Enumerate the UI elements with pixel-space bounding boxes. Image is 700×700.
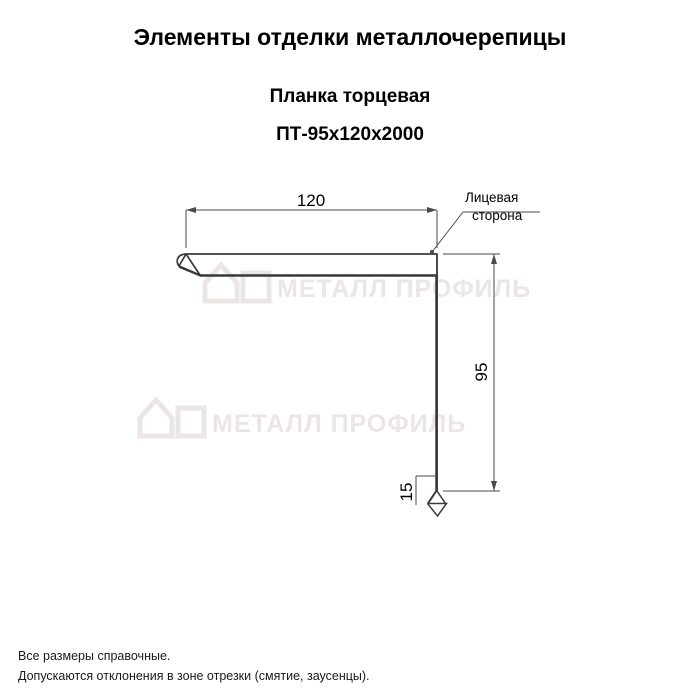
dimension-flange [416, 476, 437, 505]
callout-face-side-line2: сторона [472, 208, 523, 223]
dimension-height-label: 95 [472, 362, 491, 382]
dimension-width-label: 120 [296, 191, 326, 210]
dimension-flange-label: 15 [397, 482, 416, 502]
profile-material [177, 254, 446, 516]
product-name: Планка торцевая [269, 86, 431, 107]
technical-drawing [0, 150, 700, 580]
svg-text:МЕТАЛЛ ПРОФИЛЬ: МЕТАЛЛ ПРОФИЛЬ [212, 410, 467, 438]
footer-line-2: Допускаются отклонения в зоне отрезки (смятие, заусенцы). [18, 668, 370, 683]
page-title: Элементы отделки металлочерепицы [133, 24, 567, 50]
product-code: ПТ-95x120x2000 [276, 124, 424, 145]
dimension-width [186, 207, 437, 248]
callout-face-side-line1: Лицевая [465, 190, 519, 205]
footer-note [18, 647, 370, 686]
footer-line-1: Все размеры справочные. [18, 649, 171, 664]
profile-outline [177, 254, 437, 502]
svg-text:МЕТАЛЛ ПРОФИЛЬ: МЕТАЛЛ ПРОФИЛЬ [277, 275, 532, 303]
